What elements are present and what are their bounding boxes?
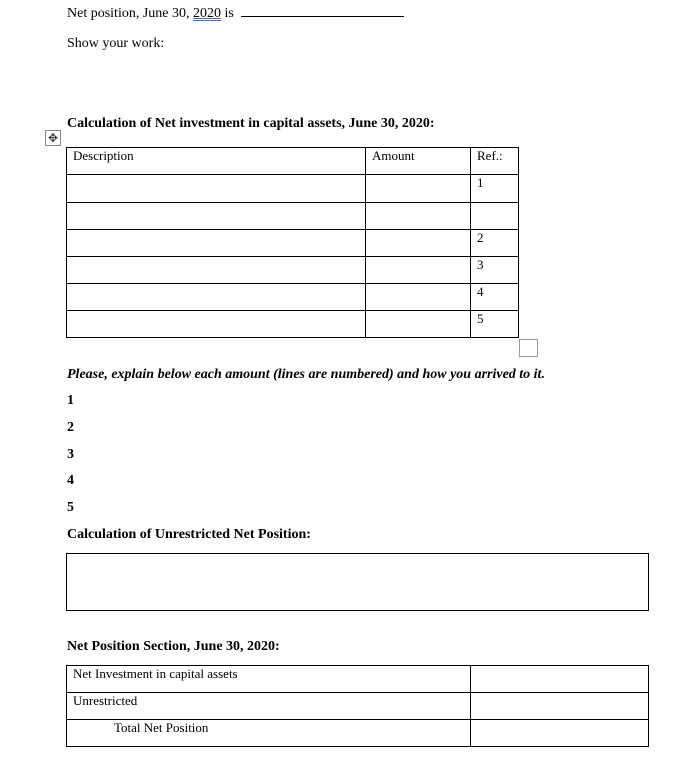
table-row [67,175,519,203]
unrestricted-title: Calculation of Unrestricted Net Position: [67,527,311,542]
column-header-description: Description [67,148,366,175]
table-resize-handle[interactable] [519,339,538,357]
ref-cell [471,203,519,230]
net-position-line [67,4,404,22]
ref-cell: 2 [471,230,519,257]
description-cell[interactable] [67,175,366,203]
amount-cell[interactable] [471,666,649,693]
nica-table [66,147,519,338]
explain-number-1: 1 [67,393,74,408]
table-row [67,230,519,257]
net-position-prefix: Net position, June 30, [67,6,190,21]
ref-cell: 1 [471,175,519,203]
table-row [67,311,519,338]
net-position-table [66,665,649,747]
explain-number-4: 4 [67,473,74,488]
show-work-label: Show your work: [67,36,165,51]
amount-cell[interactable] [366,284,471,311]
table-row [67,257,519,284]
amount-cell[interactable] [366,175,471,203]
column-header-ref: Ref.: [471,148,519,175]
row-label-total-net-position: Total Net Position [67,720,471,747]
net-position-answer-blank[interactable] [241,4,404,17]
amount-cell[interactable] [366,230,471,257]
table-row [67,284,519,311]
amount-cell[interactable] [366,257,471,284]
explain-number-2: 2 [67,420,74,435]
description-cell[interactable] [67,230,366,257]
net-position-section-title: Net Position Section, June 30, 2020: [67,639,280,654]
table-header-row [67,148,519,175]
amount-cell[interactable] [366,203,471,230]
net-position-year: 2020 [193,6,221,21]
table-row [67,666,649,693]
amount-cell[interactable] [471,693,649,720]
description-cell[interactable] [67,311,366,338]
ref-cell: 3 [471,257,519,284]
explain-number-3: 3 [67,447,74,462]
row-label-net-investment: Net Investment in capital assets [67,666,471,693]
ref-cell: 5 [471,311,519,338]
row-label-unrestricted: Unrestricted [67,693,471,720]
amount-cell[interactable] [366,311,471,338]
table-row [67,720,649,747]
nica-title: Calculation of Net investment in capital assets, June 30, 2020: [67,116,435,131]
table-row [67,203,519,230]
unrestricted-work-box[interactable] [66,553,649,611]
description-cell[interactable] [67,284,366,311]
ref-cell: 4 [471,284,519,311]
explain-instruction: Please, explain below each amount (lines are numbered) and how you arrived to it. [67,367,545,382]
table-move-icon[interactable]: ✥ [45,130,61,146]
table-row [67,693,649,720]
column-header-amount: Amount [366,148,471,175]
amount-cell[interactable] [471,720,649,747]
net-position-suffix: is [224,6,234,21]
description-cell[interactable] [67,203,366,230]
explain-number-5: 5 [67,500,74,515]
description-cell[interactable] [67,257,366,284]
